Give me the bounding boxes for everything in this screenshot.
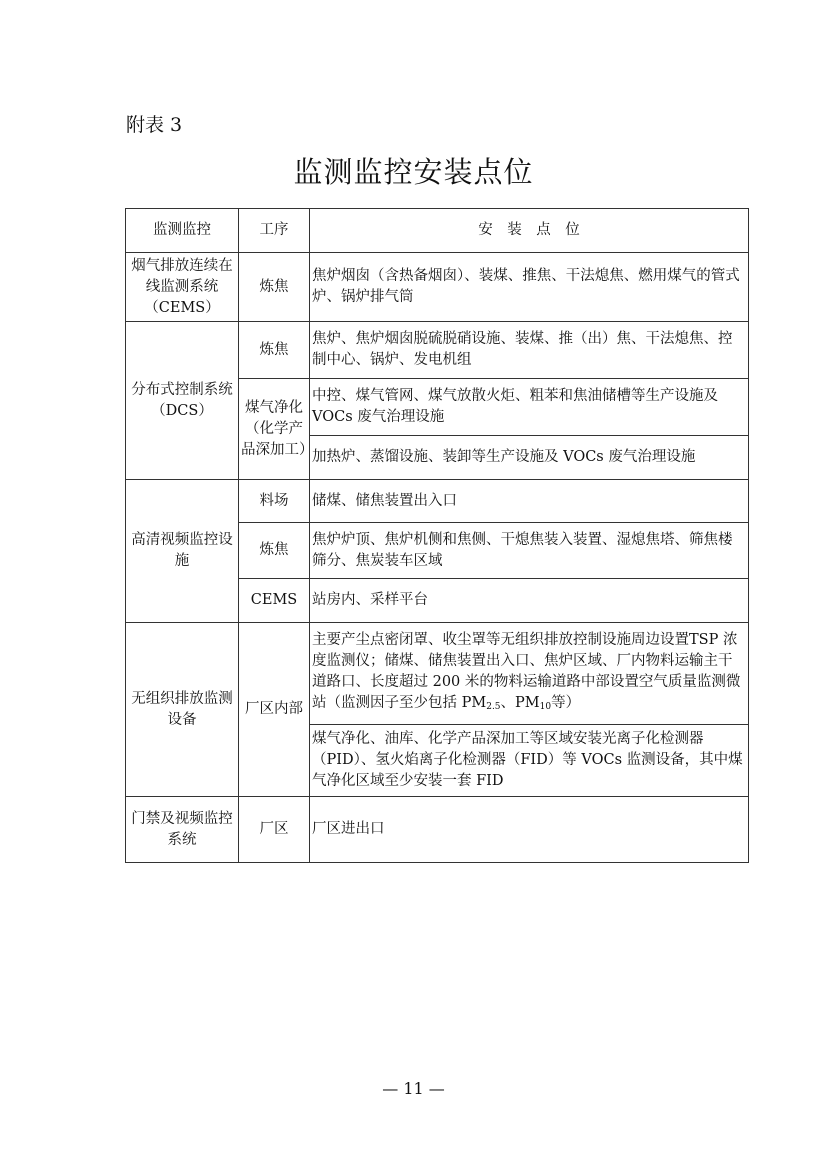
location-cell: 厂区进出口 bbox=[310, 797, 749, 863]
system-cell: 分布式控制系统（DCS） bbox=[126, 322, 239, 480]
header-location: 安 装 点 位 bbox=[310, 209, 749, 253]
monitoring-table bbox=[125, 208, 749, 863]
location-cell: 焦炉、焦炉烟囱脱硫脱硝设施、装煤、推（出）焦、干法熄焦、控制中心、锅炉、发电机组 bbox=[310, 322, 749, 379]
location-cell: 站房内、采样平台 bbox=[310, 579, 749, 623]
location-cell: 煤气净化、油库、化学产品深加工等区域安装光离子化检测器（PID）、氢火焰离子化检测器（FID）等 VOCs 监测设备，其中煤气净化区域至少安装一套 FID bbox=[310, 725, 749, 797]
location-text-suffix: 等） bbox=[551, 694, 581, 711]
process-cell: 炼焦 bbox=[239, 523, 310, 579]
process-cell: CEMS bbox=[239, 579, 310, 623]
system-cell: 门禁及视频监控系统 bbox=[126, 797, 239, 863]
system-cell: 烟气排放连续在线监测系统（CEMS） bbox=[126, 253, 239, 322]
process-cell: 炼焦 bbox=[239, 322, 310, 379]
location-text-mid: 、PM bbox=[500, 694, 540, 711]
page-title: 监测监控安装点位 bbox=[293, 155, 534, 189]
location-text-prefix: 主要产尘点密闭罩、收尘罩等无组织排放控制设施周边设置TSP 浓度监测仪；储煤、储焦装置出入口、焦炉区域、厂内物料运输主干道路口、长度超过 200 米的物料运输道路中部设置空气质量监测微站（监测因子至少包括 PM bbox=[312, 631, 741, 711]
location-cell: 加热炉、蒸馏设施、装卸等生产设施及 VOCs 废气治理设施 bbox=[310, 436, 749, 480]
pm25-subscript: 2.5 bbox=[486, 701, 501, 712]
process-cell: 炼焦 bbox=[239, 253, 310, 322]
table-row bbox=[126, 322, 749, 379]
process-cell: 厂区 bbox=[239, 797, 310, 863]
table-row bbox=[126, 797, 749, 863]
header-process: 工序 bbox=[239, 209, 310, 253]
location-cell: 中控、煤气管网、煤气放散火炬、粗苯和焦油储槽等生产设施及 VOCs 废气治理设施 bbox=[310, 379, 749, 436]
process-cell: 料场 bbox=[239, 480, 310, 523]
pm10-subscript: 10 bbox=[539, 701, 552, 712]
location-cell: 焦炉炉顶、焦炉机侧和焦侧、干熄焦装入装置、湿熄焦塔、筛焦楼筛分、焦炭装车区域 bbox=[310, 523, 749, 579]
table-header-row bbox=[126, 209, 749, 253]
location-cell: 储煤、储焦装置出入口 bbox=[310, 480, 749, 523]
system-cell: 无组织排放监测设备 bbox=[126, 623, 239, 797]
table-row bbox=[126, 480, 749, 523]
system-cell: 高清视频监控设施 bbox=[126, 480, 239, 623]
location-cell bbox=[310, 623, 749, 725]
table-row bbox=[126, 253, 749, 322]
table-row bbox=[126, 623, 749, 725]
page-number: — 11 — bbox=[382, 1079, 445, 1098]
header-system: 监测监控 bbox=[126, 209, 239, 253]
appendix-label: 附表 3 bbox=[126, 114, 183, 136]
process-cell: 煤气净化（化学产品深加工） bbox=[239, 379, 310, 480]
process-cell: 厂区内部 bbox=[239, 623, 310, 797]
location-cell: 焦炉烟囱（含热备烟囱）、装煤、推焦、干法熄焦、燃用煤气的管式炉、锅炉排气筒 bbox=[310, 253, 749, 322]
